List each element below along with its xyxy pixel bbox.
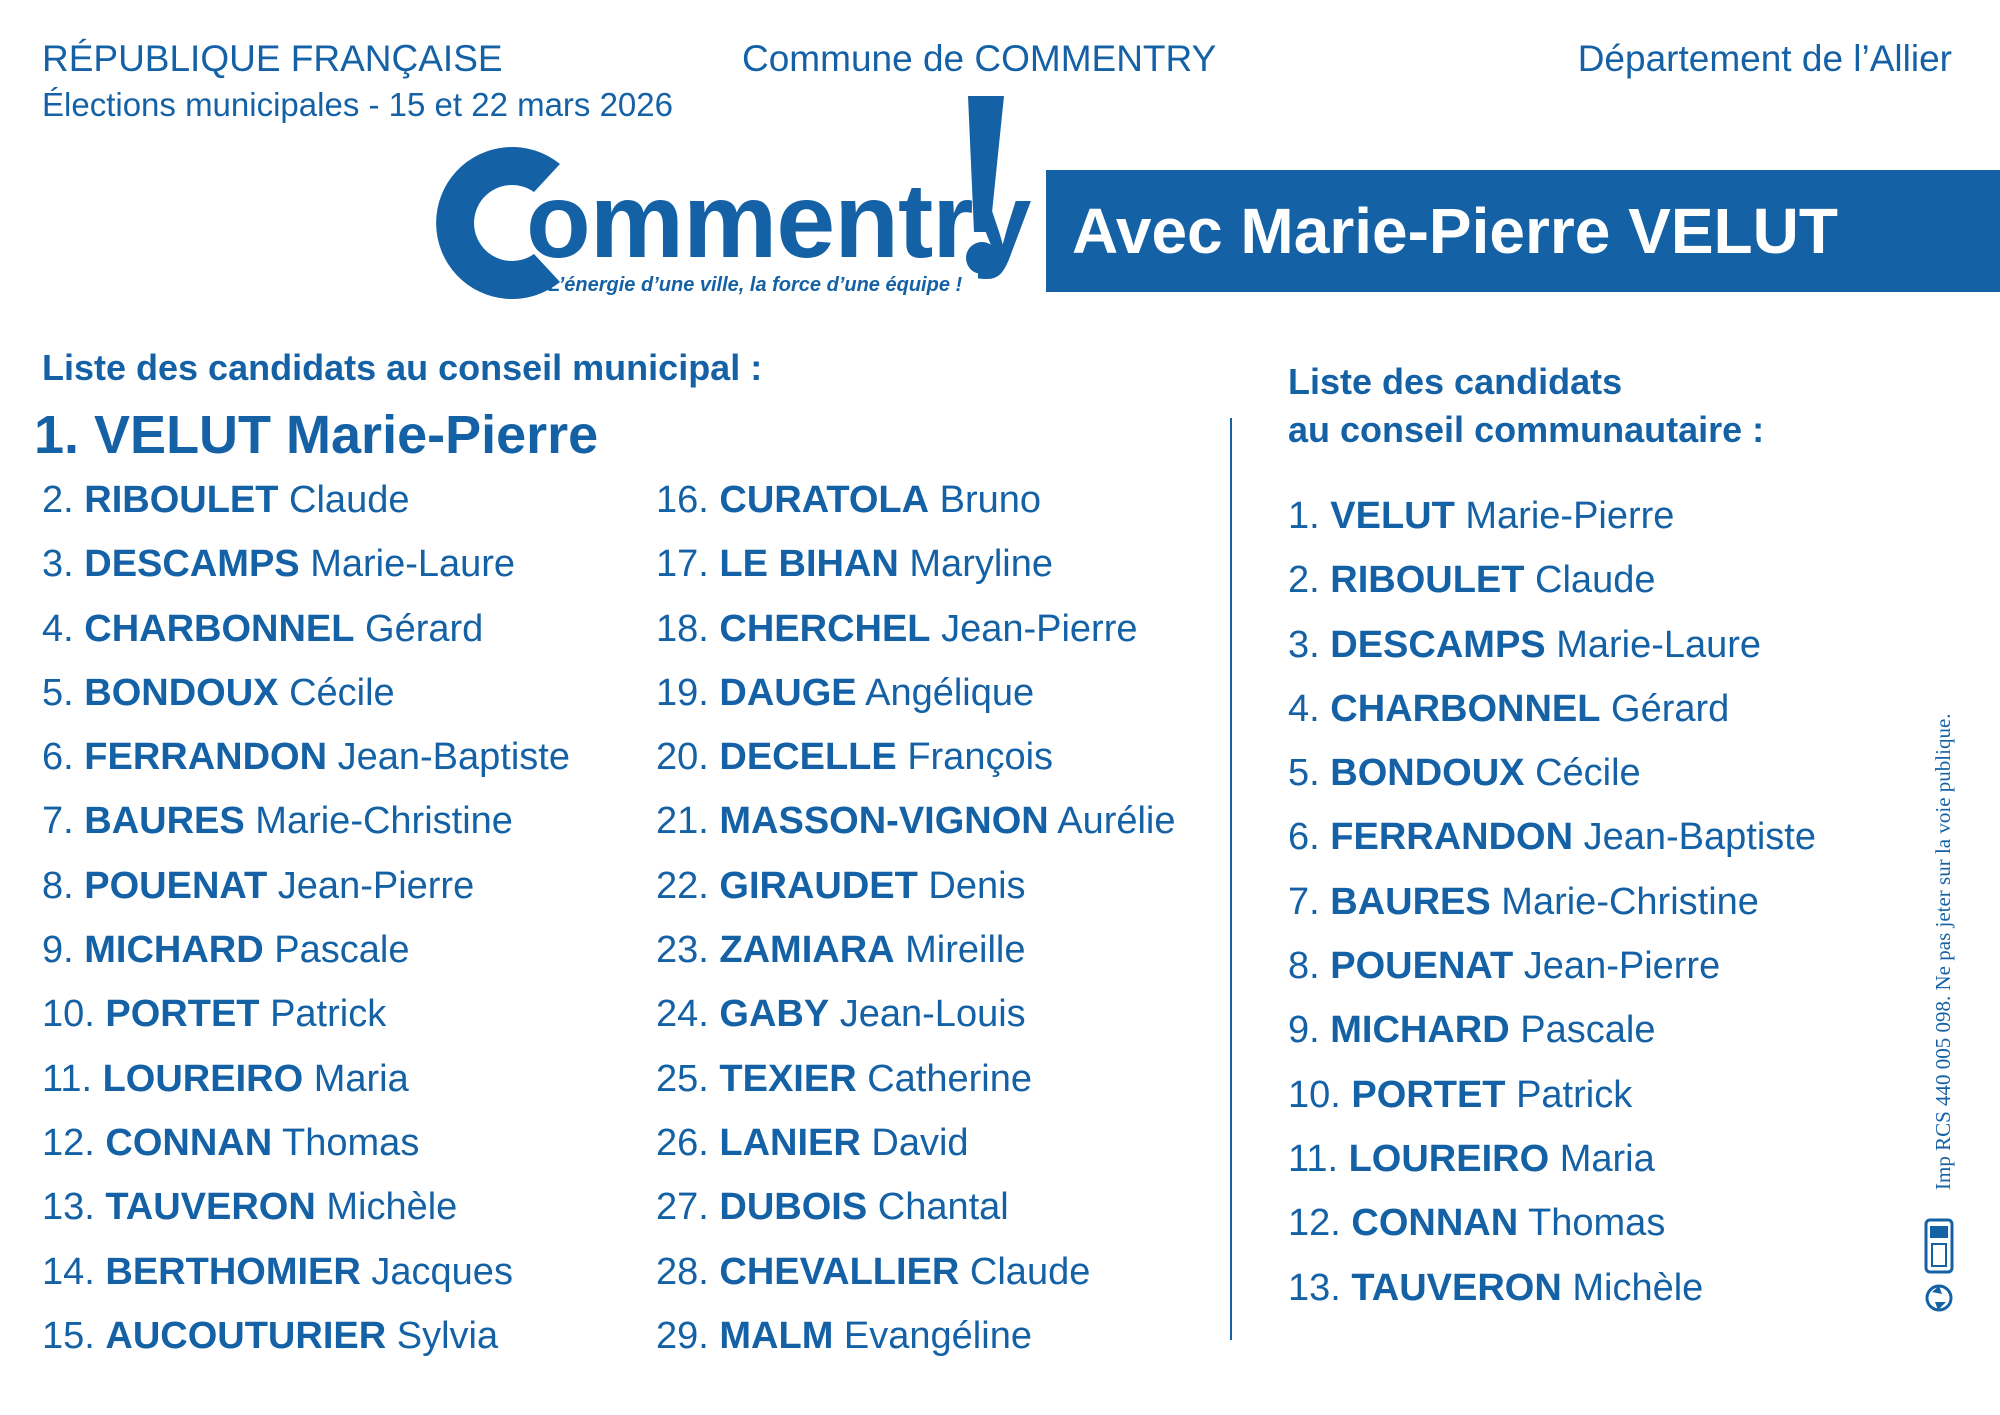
- candidate-number: 2.: [42, 479, 74, 521]
- candidate-item: [1288, 1256, 1816, 1320]
- candidate-item: [656, 918, 1176, 982]
- candidate-given-name: Claude: [969, 1250, 1091, 1293]
- candidate-number: 29.: [656, 1314, 709, 1357]
- header-republique: RÉPUBLIQUE FRANÇAISE: [42, 38, 503, 79]
- commentry-logo: [408, 92, 1031, 312]
- candidate-item: [656, 468, 1176, 532]
- candidate-surname: CHARBONNEL: [84, 607, 355, 650]
- candidate-surname: FERRANDON: [84, 736, 328, 779]
- logo-wordmark: ommentry: [526, 162, 1031, 280]
- candidate-item: [42, 1240, 570, 1304]
- candidate-given-name: Jean-Pierre: [277, 864, 475, 907]
- candidate-item: [42, 918, 570, 982]
- candidate-surname: PORTET: [1351, 1073, 1506, 1116]
- candidate-surname: MICHARD: [1330, 1009, 1510, 1052]
- candidate-number: 22.: [656, 864, 709, 907]
- candidate-surname: DECELLE: [719, 736, 897, 779]
- candidate-given-name: Jean-Baptiste: [337, 736, 570, 779]
- imprint-icons: [1920, 1218, 1960, 1318]
- candidate-item: [656, 789, 1176, 853]
- candidate-given-name: Sylvia: [396, 1314, 499, 1357]
- candidate-surname: BAURES: [84, 800, 245, 843]
- candidate-given-name: David: [871, 1121, 969, 1164]
- candidate-given-name: Michèle: [1572, 1266, 1704, 1309]
- candidate-given-name: Patrick: [270, 993, 387, 1036]
- candidate-surname: LANIER: [719, 1121, 861, 1164]
- column-divider: [1230, 418, 1232, 1340]
- candidate-item: [656, 597, 1176, 661]
- candidate-number: 10.: [1288, 1073, 1352, 1116]
- candidate-number: 16.: [656, 479, 709, 521]
- candidate-surname: RIBOULET: [1330, 559, 1525, 602]
- candidate-given-name: Evangéline: [843, 1314, 1032, 1357]
- candidate-given-name: Maria: [313, 1057, 409, 1100]
- candidate-given-name: Catherine: [867, 1057, 1032, 1100]
- candidate-number: 2.: [1288, 559, 1320, 602]
- candidate-number: 13.: [1288, 1266, 1352, 1309]
- candidate-given-name: Marie-Laure: [310, 543, 516, 586]
- candidate-surname: BONDOUX: [84, 671, 279, 714]
- candidate-number: 21.: [656, 800, 709, 843]
- candidate-item: [42, 468, 570, 532]
- candidate-surname: CHARBONNEL: [1330, 687, 1601, 730]
- candidate-given-name: Marie-Christine: [255, 800, 513, 843]
- candidate-item: [42, 661, 570, 725]
- candidate-banner: [1046, 170, 2000, 292]
- candidate-item: [1288, 870, 1816, 934]
- candidate-item: [42, 1047, 570, 1111]
- candidate-given-name: Claude: [289, 479, 410, 521]
- candidate-given-name: Marie-Pierre: [1465, 495, 1675, 537]
- candidate-number: 1.: [1288, 495, 1320, 537]
- candidate-number: 9.: [1288, 1009, 1320, 1052]
- candidate-surname: VELUT: [1330, 495, 1455, 537]
- candidate-surname: BAURES: [1330, 880, 1491, 923]
- candidate-number: 8.: [42, 864, 74, 907]
- candidate-item: [1288, 1191, 1816, 1255]
- candidate-surname: LOUREIRO: [1348, 1137, 1550, 1180]
- municipal-list-title: Liste des candidats au conseil municipal :: [42, 347, 763, 388]
- candidate-number: 7.: [1288, 880, 1320, 923]
- candidate-number: 12.: [42, 1121, 106, 1164]
- candidate-number: 8.: [1288, 945, 1320, 988]
- communautaire-title-line1: Liste des candidats: [1288, 361, 1623, 402]
- candidate-number: 5.: [42, 671, 74, 714]
- candidate-item: [1288, 998, 1816, 1062]
- candidate-surname: POUENAT: [1330, 945, 1514, 988]
- header-elections: Élections municipales - 15 et 22 mars 2026: [42, 86, 673, 123]
- candidate-given-name: Denis: [928, 864, 1026, 907]
- candidate-surname: MASSON-VIGNON: [719, 800, 1049, 843]
- candidate-given-name: Jean-Pierre: [1523, 945, 1721, 988]
- candidate-number: 10.: [42, 993, 106, 1036]
- candidate-surname: RIBOULET: [84, 479, 279, 521]
- candidate-surname: GABY: [719, 993, 830, 1036]
- candidate-item: [656, 854, 1176, 918]
- communautaire-list: [1288, 484, 1816, 1320]
- candidate-item: [656, 725, 1176, 789]
- candidate-number: 26.: [656, 1121, 709, 1164]
- candidate-number: 23.: [656, 929, 709, 972]
- candidate-item: [656, 1304, 1176, 1368]
- candidate-number: 20.: [656, 736, 709, 779]
- candidate-surname: TAUVERON: [1351, 1266, 1562, 1309]
- header-departement: Département de l’Allier: [1577, 38, 1952, 79]
- candidate-given-name: Cécile: [289, 671, 395, 714]
- candidate-item: [42, 1175, 570, 1239]
- candidate-surname: MICHARD: [84, 929, 264, 972]
- candidate-given-name: Gérard: [1611, 687, 1730, 730]
- head-candidate: 1. VELUT Marie-Pierre: [34, 405, 599, 465]
- candidate-number: 27.: [656, 1186, 709, 1229]
- municipal-list-col1: [42, 468, 570, 1368]
- candidate-given-name: Mireille: [905, 929, 1026, 972]
- candidate-given-name: Pascale: [1520, 1009, 1656, 1052]
- candidate-surname: MALM: [719, 1314, 834, 1357]
- candidate-surname: CONNAN: [105, 1121, 273, 1164]
- candidate-given-name: Thomas: [1528, 1202, 1666, 1245]
- candidate-surname: BONDOUX: [1330, 752, 1525, 795]
- candidate-given-name: Marie-Christine: [1501, 880, 1759, 923]
- candidate-given-name: Pascale: [274, 929, 410, 972]
- header-commune: Commune de COMMENTRY: [742, 38, 1217, 79]
- candidate-given-name: Jean-Louis: [839, 993, 1026, 1036]
- candidate-given-name: Cécile: [1535, 752, 1641, 795]
- candidate-number: 19.: [656, 671, 709, 714]
- candidate-given-name: Maryline: [909, 543, 1054, 586]
- candidate-number: 3.: [1288, 623, 1320, 666]
- candidate-given-name: Bruno: [939, 479, 1042, 521]
- candidate-item: [656, 532, 1176, 596]
- candidate-number: 14.: [42, 1250, 106, 1293]
- candidate-surname: CONNAN: [1351, 1202, 1519, 1245]
- candidate-item: [656, 1240, 1176, 1304]
- candidate-surname: ZAMIARA: [719, 929, 895, 972]
- candidate-given-name: Marie-Laure: [1556, 623, 1762, 666]
- candidate-number: 15.: [42, 1314, 106, 1357]
- candidate-surname: GIRAUDET: [719, 864, 918, 907]
- candidate-number: 4.: [42, 607, 74, 650]
- candidate-number: 6.: [42, 736, 74, 779]
- candidate-given-name: Patrick: [1516, 1073, 1633, 1116]
- legal-notice: Imp RCS 440 005 098. Ne pas jeter sur la voie publique.: [1931, 713, 1955, 1190]
- candidate-item: [42, 725, 570, 789]
- candidate-item: [656, 1175, 1176, 1239]
- candidate-item: [1288, 741, 1816, 805]
- candidate-number: 11.: [1288, 1137, 1349, 1180]
- candidate-item: [656, 1111, 1176, 1175]
- candidate-given-name: Aurélie: [1057, 800, 1176, 843]
- candidate-item: [1288, 613, 1816, 677]
- candidate-item: [42, 532, 570, 596]
- candidate-item: [656, 982, 1176, 1046]
- banner-text: Avec Marie-Pierre VELUT: [1072, 195, 1838, 267]
- candidate-number: 5.: [1288, 752, 1320, 795]
- candidate-surname: POUENAT: [84, 864, 268, 907]
- candidate-given-name: Angélique: [865, 671, 1035, 714]
- candidate-given-name: Jean-Pierre: [941, 607, 1138, 650]
- candidate-number: 25.: [656, 1057, 709, 1100]
- candidate-item: [42, 1111, 570, 1175]
- candidate-given-name: Jean-Baptiste: [1583, 816, 1816, 859]
- candidate-number: 18.: [656, 607, 709, 650]
- candidate-given-name: Michèle: [326, 1186, 458, 1229]
- municipal-list-col2: [656, 468, 1176, 1368]
- candidate-number: 3.: [42, 543, 74, 586]
- candidate-given-name: Gérard: [365, 607, 484, 650]
- communautaire-title-line2: au conseil communautaire :: [1288, 409, 1765, 450]
- candidate-surname: TEXIER: [719, 1057, 857, 1100]
- candidate-given-name: Thomas: [282, 1121, 420, 1164]
- candidate-surname: LOUREIRO: [102, 1057, 304, 1100]
- candidate-surname: DESCAMPS: [1330, 623, 1546, 666]
- candidate-item: [42, 597, 570, 661]
- candidate-item: [42, 789, 570, 853]
- candidate-surname: DAUGE: [719, 671, 857, 714]
- candidate-given-name: Jacques: [371, 1250, 513, 1293]
- imprim-vert-icon: [1926, 1220, 1952, 1272]
- candidate-surname: TAUVERON: [105, 1186, 316, 1229]
- candidate-item: [1288, 548, 1816, 612]
- candidate-item: [656, 1047, 1176, 1111]
- candidate-number: 13.: [42, 1186, 106, 1229]
- candidate-item: [42, 1304, 570, 1368]
- candidate-number: 11.: [42, 1057, 103, 1100]
- candidate-number: 28.: [656, 1250, 709, 1293]
- candidate-given-name: Chantal: [877, 1186, 1009, 1229]
- candidate-surname: FERRANDON: [1330, 816, 1574, 859]
- candidate-item: [42, 854, 570, 918]
- candidate-item: [656, 661, 1176, 725]
- candidate-given-name: François: [907, 736, 1054, 779]
- candidate-item: [1288, 805, 1816, 869]
- candidate-surname: AUCOUTURIER: [105, 1314, 387, 1357]
- recycle-icon: [1927, 1286, 1951, 1310]
- candidate-number: 9.: [42, 929, 74, 972]
- candidate-surname: DESCAMPS: [84, 543, 300, 586]
- candidate-surname: CURATOLA: [719, 479, 930, 521]
- candidate-given-name: Claude: [1535, 559, 1656, 602]
- candidate-given-name: Maria: [1559, 1137, 1655, 1180]
- candidate-item: [42, 982, 570, 1046]
- candidate-surname: CHERCHEL: [719, 607, 931, 650]
- candidate-item: [1288, 1063, 1816, 1127]
- candidate-number: 7.: [42, 800, 74, 843]
- candidate-number: 17.: [656, 543, 709, 586]
- candidate-surname: CHEVALLIER: [719, 1250, 960, 1293]
- candidate-number: 12.: [1288, 1202, 1352, 1245]
- candidate-item: [1288, 1127, 1816, 1191]
- candidate-surname: BERTHOMIER: [105, 1250, 361, 1293]
- candidate-surname: DUBOIS: [719, 1186, 868, 1229]
- candidate-surname: LE BIHAN: [719, 543, 899, 586]
- candidate-item: [1288, 934, 1816, 998]
- candidate-surname: PORTET: [105, 993, 260, 1036]
- candidate-item: [1288, 484, 1816, 548]
- communautaire-list-title: [1288, 358, 1764, 454]
- candidate-number: 6.: [1288, 816, 1320, 859]
- candidate-number: 4.: [1288, 687, 1320, 730]
- candidate-item: [1288, 677, 1816, 741]
- candidate-number: 24.: [656, 993, 709, 1036]
- logo-tagline: L’énergie d’une ville, la force d’une équipe !: [548, 274, 963, 296]
